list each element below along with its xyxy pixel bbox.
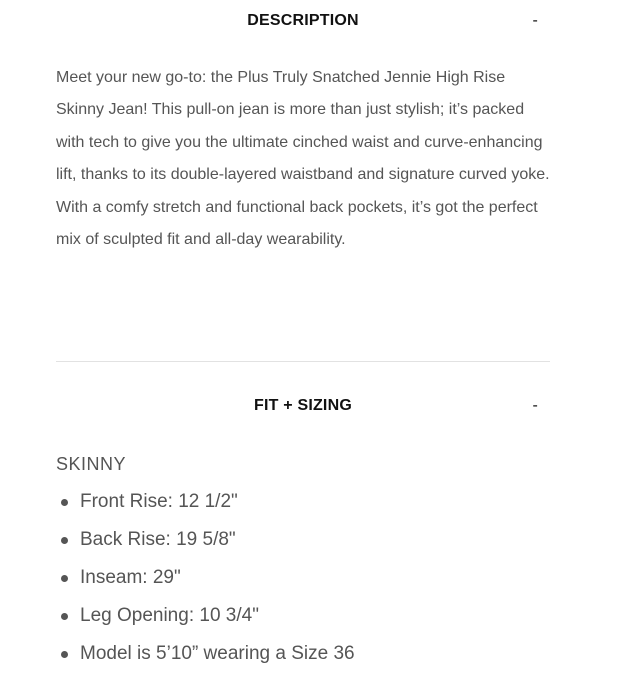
measurement-text: Leg Opening: 10 3/4"	[80, 605, 259, 626]
fit-sizing-accordion-header[interactable]	[56, 395, 550, 417]
description-title: DESCRIPTION	[247, 12, 359, 29]
section-divider	[56, 361, 550, 362]
fit-sizing-title: FIT + SIZING	[254, 397, 352, 414]
measurement-text: Inseam: 29"	[80, 567, 181, 588]
measurement-text: Front Rise: 12 1/2"	[80, 491, 238, 512]
bullet-icon	[61, 499, 68, 506]
measurement-text: Back Rise: 19 5/8"	[80, 529, 236, 550]
bullet-icon	[61, 575, 68, 582]
collapse-icon[interactable]: -	[532, 397, 538, 414]
description-accordion-header[interactable]	[56, 10, 550, 32]
bullet-icon	[61, 651, 68, 658]
list-item	[56, 486, 355, 524]
fit-type-label: SKINNY	[56, 454, 127, 474]
bullet-icon	[61, 537, 68, 544]
bullet-icon	[61, 613, 68, 620]
list-item	[56, 524, 355, 562]
list-item	[56, 638, 355, 676]
measurement-text: Model is 5’10” wearing a Size 36	[80, 643, 355, 664]
list-item	[56, 600, 355, 638]
description-text: Meet your new go-to: the Plus Truly Snatched Jennie High Rise Skinny Jean! This pull-on jean is more than just stylish; it’s packed with tech to give you the ultimate cinched waist and curve-enhancing lift, thanks to its double-layered waistband and signature curved yoke. With a comfy stretch and functional back pockets, it’s got the perfect mix of sculpted fit and all-day wearability.	[56, 69, 550, 249]
collapse-icon[interactable]: -	[532, 12, 538, 29]
fit-measurements-list	[56, 486, 355, 676]
list-item	[56, 562, 355, 600]
